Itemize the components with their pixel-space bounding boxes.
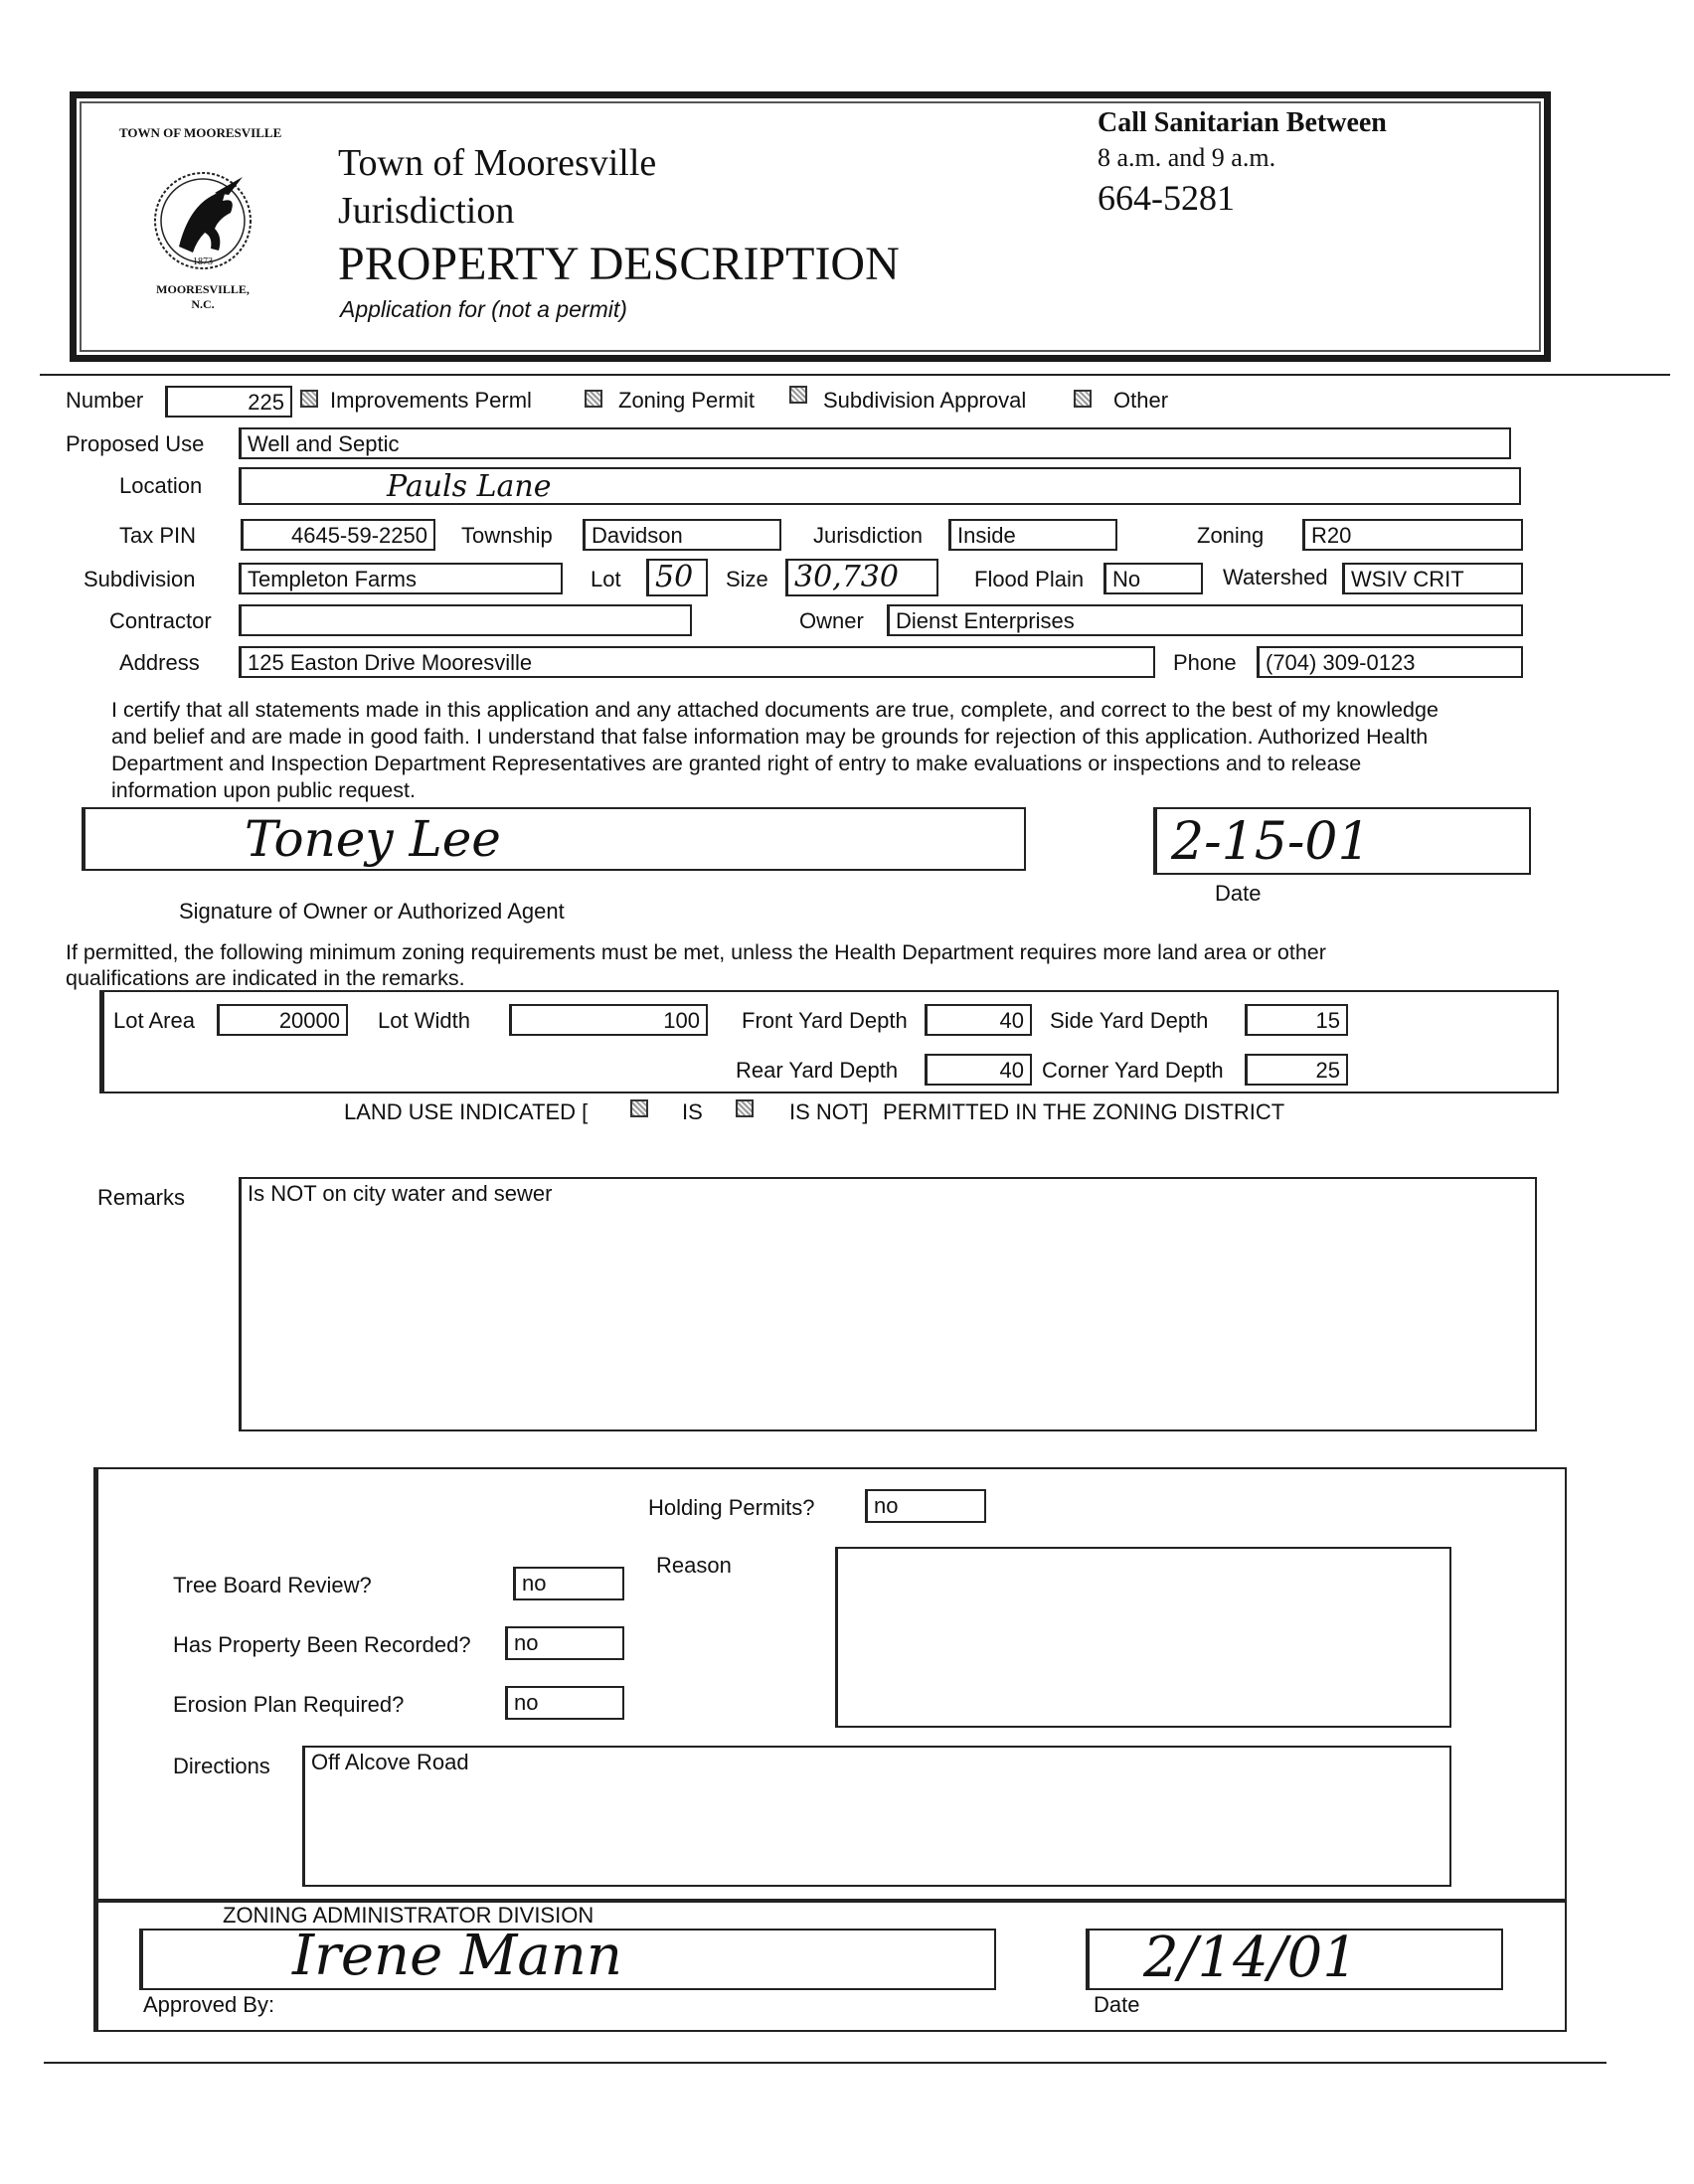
lot-label: Lot bbox=[591, 567, 621, 591]
front-yard-label: Front Yard Depth bbox=[742, 1008, 908, 1033]
proposed-use-field[interactable]: Well and Septic bbox=[239, 427, 1511, 459]
holding-permits-field[interactable]: no bbox=[865, 1489, 986, 1523]
size-field[interactable]: 30,730 bbox=[785, 559, 938, 596]
erosion-plan-field[interactable]: no bbox=[505, 1686, 624, 1720]
footer-line bbox=[44, 2062, 1607, 2064]
subdivision-approval-label: Subdivision Approval bbox=[823, 388, 1027, 413]
zoning-label: Zoning bbox=[1197, 523, 1265, 548]
location-field[interactable] bbox=[239, 467, 1521, 505]
approver-signature-box[interactable] bbox=[139, 1924, 996, 1990]
side-yard-field[interactable]: 15 bbox=[1245, 1004, 1348, 1036]
holding-permits-label: Holding Permits? bbox=[648, 1495, 815, 1520]
subdivision-approval-checkbox[interactable] bbox=[789, 386, 807, 404]
jurisdiction-field[interactable]: Inside bbox=[948, 519, 1117, 551]
land-use-is-label: IS bbox=[682, 1099, 703, 1124]
watershed-field[interactable]: WSIV CRIT bbox=[1342, 563, 1523, 594]
seal-bottom-text: MOORESVILLE, N.C. bbox=[156, 282, 250, 311]
land-use-prefix: LAND USE INDICATED [ bbox=[344, 1099, 589, 1124]
land-use-is-not-checkbox[interactable] bbox=[736, 1099, 754, 1117]
directions-value: Off Alcove Road bbox=[311, 1750, 469, 1774]
flood-plain-field[interactable]: No bbox=[1103, 563, 1203, 594]
location-value: Pauls Lane bbox=[387, 469, 552, 504]
cert-line-3: Department and Inspection Department Representatives are granted right of entry to make evaluations or inspections and to release bbox=[111, 752, 1362, 775]
zoning-permit-label: Zoning Permit bbox=[618, 388, 755, 413]
page-title: PROPERTY DESCRIPTION bbox=[338, 238, 900, 290]
cert-line-4: information upon public request. bbox=[111, 778, 416, 802]
phone-field[interactable]: (704) 309-0123 bbox=[1257, 646, 1523, 678]
address-field[interactable]: 125 Easton Drive Mooresville bbox=[239, 646, 1155, 678]
owner-signature: Toney Lee bbox=[245, 810, 501, 868]
property-recorded-field[interactable]: no bbox=[505, 1626, 624, 1660]
contractor-field[interactable] bbox=[239, 604, 692, 636]
lot-field[interactable]: 50 bbox=[646, 559, 708, 596]
owner-label: Owner bbox=[799, 608, 864, 633]
town-name: Town of Mooresville bbox=[338, 142, 657, 184]
watershed-label: Watershed bbox=[1223, 565, 1328, 589]
approver-signature: Irene Mann bbox=[292, 1924, 622, 1988]
remarks-field[interactable] bbox=[239, 1177, 1537, 1431]
flood-plain-label: Flood Plain bbox=[974, 567, 1085, 591]
size-label: Size bbox=[726, 567, 768, 591]
number-label: Number bbox=[66, 388, 144, 413]
phone-label: Phone bbox=[1173, 650, 1237, 675]
other-checkbox[interactable] bbox=[1074, 390, 1092, 408]
lot-width-label: Lot Width bbox=[378, 1008, 470, 1033]
address-label: Address bbox=[119, 650, 200, 675]
corner-yard-label: Corner Yard Depth bbox=[1042, 1058, 1224, 1083]
admin-date-box[interactable] bbox=[1086, 1926, 1503, 1990]
remarks-value: Is NOT on city water and sewer bbox=[248, 1181, 553, 1206]
other-label: Other bbox=[1113, 388, 1169, 413]
zoning-permit-checkbox[interactable] bbox=[585, 390, 602, 408]
side-yard-label: Side Yard Depth bbox=[1050, 1008, 1209, 1033]
tax-pin-label: Tax PIN bbox=[119, 523, 197, 548]
reason-field[interactable] bbox=[835, 1547, 1451, 1728]
township-field[interactable]: Davidson bbox=[583, 519, 781, 551]
number-field[interactable]: 225 bbox=[165, 386, 292, 418]
directions-field[interactable] bbox=[302, 1746, 1451, 1887]
front-yard-field[interactable]: 40 bbox=[925, 1004, 1032, 1036]
proposed-use-label: Proposed Use bbox=[66, 431, 205, 456]
call-line-1: Call Sanitarian Between bbox=[1098, 107, 1387, 138]
zoning-intro-1: If permitted, the following minimum zoning requirements must be met, unless the Health Department requires more land area or other bbox=[66, 940, 1326, 964]
property-recorded-label: Has Property Been Recorded? bbox=[173, 1632, 471, 1657]
erosion-plan-label: Erosion Plan Required? bbox=[173, 1692, 405, 1717]
owner-date: 2-15-01 bbox=[1171, 812, 1371, 872]
lot-width-field[interactable]: 100 bbox=[509, 1004, 708, 1036]
township-label: Township bbox=[461, 523, 553, 548]
sanitarian-phone: 664-5281 bbox=[1098, 178, 1235, 218]
lot-area-field[interactable]: 20000 bbox=[217, 1004, 348, 1036]
directions-label: Directions bbox=[173, 1754, 270, 1778]
cert-line-2: and belief and are made in good faith. I understand that false information may be grounds for rejection of this application. Authorized Health bbox=[111, 725, 1429, 749]
tax-pin-field[interactable]: 4645-59-2250 bbox=[241, 519, 435, 551]
rear-yard-label: Rear Yard Depth bbox=[736, 1058, 899, 1083]
owner-signature-box[interactable] bbox=[82, 807, 1026, 871]
jurisdiction-label: Jurisdiction bbox=[813, 523, 924, 548]
improvements-checkbox[interactable] bbox=[300, 390, 318, 408]
header-underline bbox=[40, 374, 1670, 376]
town-seal bbox=[119, 125, 286, 311]
owner-date-label: Date bbox=[1215, 881, 1262, 906]
seal-top-text: TOWN OF MOORESVILLE bbox=[119, 125, 282, 140]
improvements-label: Improvements Perml bbox=[330, 388, 532, 413]
owner-field[interactable]: Dienst Enterprises bbox=[887, 604, 1523, 636]
lot-area-label: Lot Area bbox=[113, 1008, 195, 1033]
admin-division-label: ZONING ADMINISTRATOR DIVISION bbox=[223, 1903, 594, 1928]
location-label: Location bbox=[119, 473, 203, 498]
page-subtitle: Application for (not a permit) bbox=[340, 296, 627, 322]
approved-by-label: Approved By: bbox=[143, 1992, 275, 2017]
remarks-label: Remarks bbox=[97, 1185, 186, 1210]
tree-board-field[interactable]: no bbox=[513, 1567, 624, 1600]
cert-line-1: I certify that all statements made in this application and any attached documents are true, complete, and correct to the best of my knowledge bbox=[111, 698, 1439, 722]
tree-board-label: Tree Board Review? bbox=[173, 1573, 372, 1597]
rear-yard-field[interactable]: 40 bbox=[925, 1054, 1032, 1086]
admin-date: 2/14/01 bbox=[1143, 1926, 1358, 1990]
corner-yard-field[interactable]: 25 bbox=[1245, 1054, 1348, 1086]
reason-label: Reason bbox=[656, 1553, 732, 1578]
zoning-intro-2: qualifications are indicated in the remarks. bbox=[66, 966, 465, 990]
subdivision-field[interactable]: Templeton Farms bbox=[239, 563, 563, 594]
subdivision-label: Subdivision bbox=[84, 567, 196, 591]
contractor-label: Contractor bbox=[109, 608, 212, 633]
signature-label: Signature of Owner or Authorized Agent bbox=[179, 899, 565, 924]
owner-date-box[interactable] bbox=[1153, 807, 1531, 875]
call-line-2: 8 a.m. and 9 a.m. bbox=[1098, 143, 1276, 172]
jurisdiction-title: Jurisdiction bbox=[338, 190, 515, 232]
land-use-is-not-label: IS NOT] bbox=[789, 1099, 869, 1124]
land-use-is-checkbox[interactable] bbox=[630, 1099, 648, 1117]
admin-date-label: Date bbox=[1094, 1992, 1140, 2017]
zoning-field[interactable]: R20 bbox=[1302, 519, 1523, 551]
seal-year: 1873 bbox=[193, 256, 213, 267]
land-use-suffix: PERMITTED IN THE ZONING DISTRICT bbox=[883, 1099, 1285, 1124]
